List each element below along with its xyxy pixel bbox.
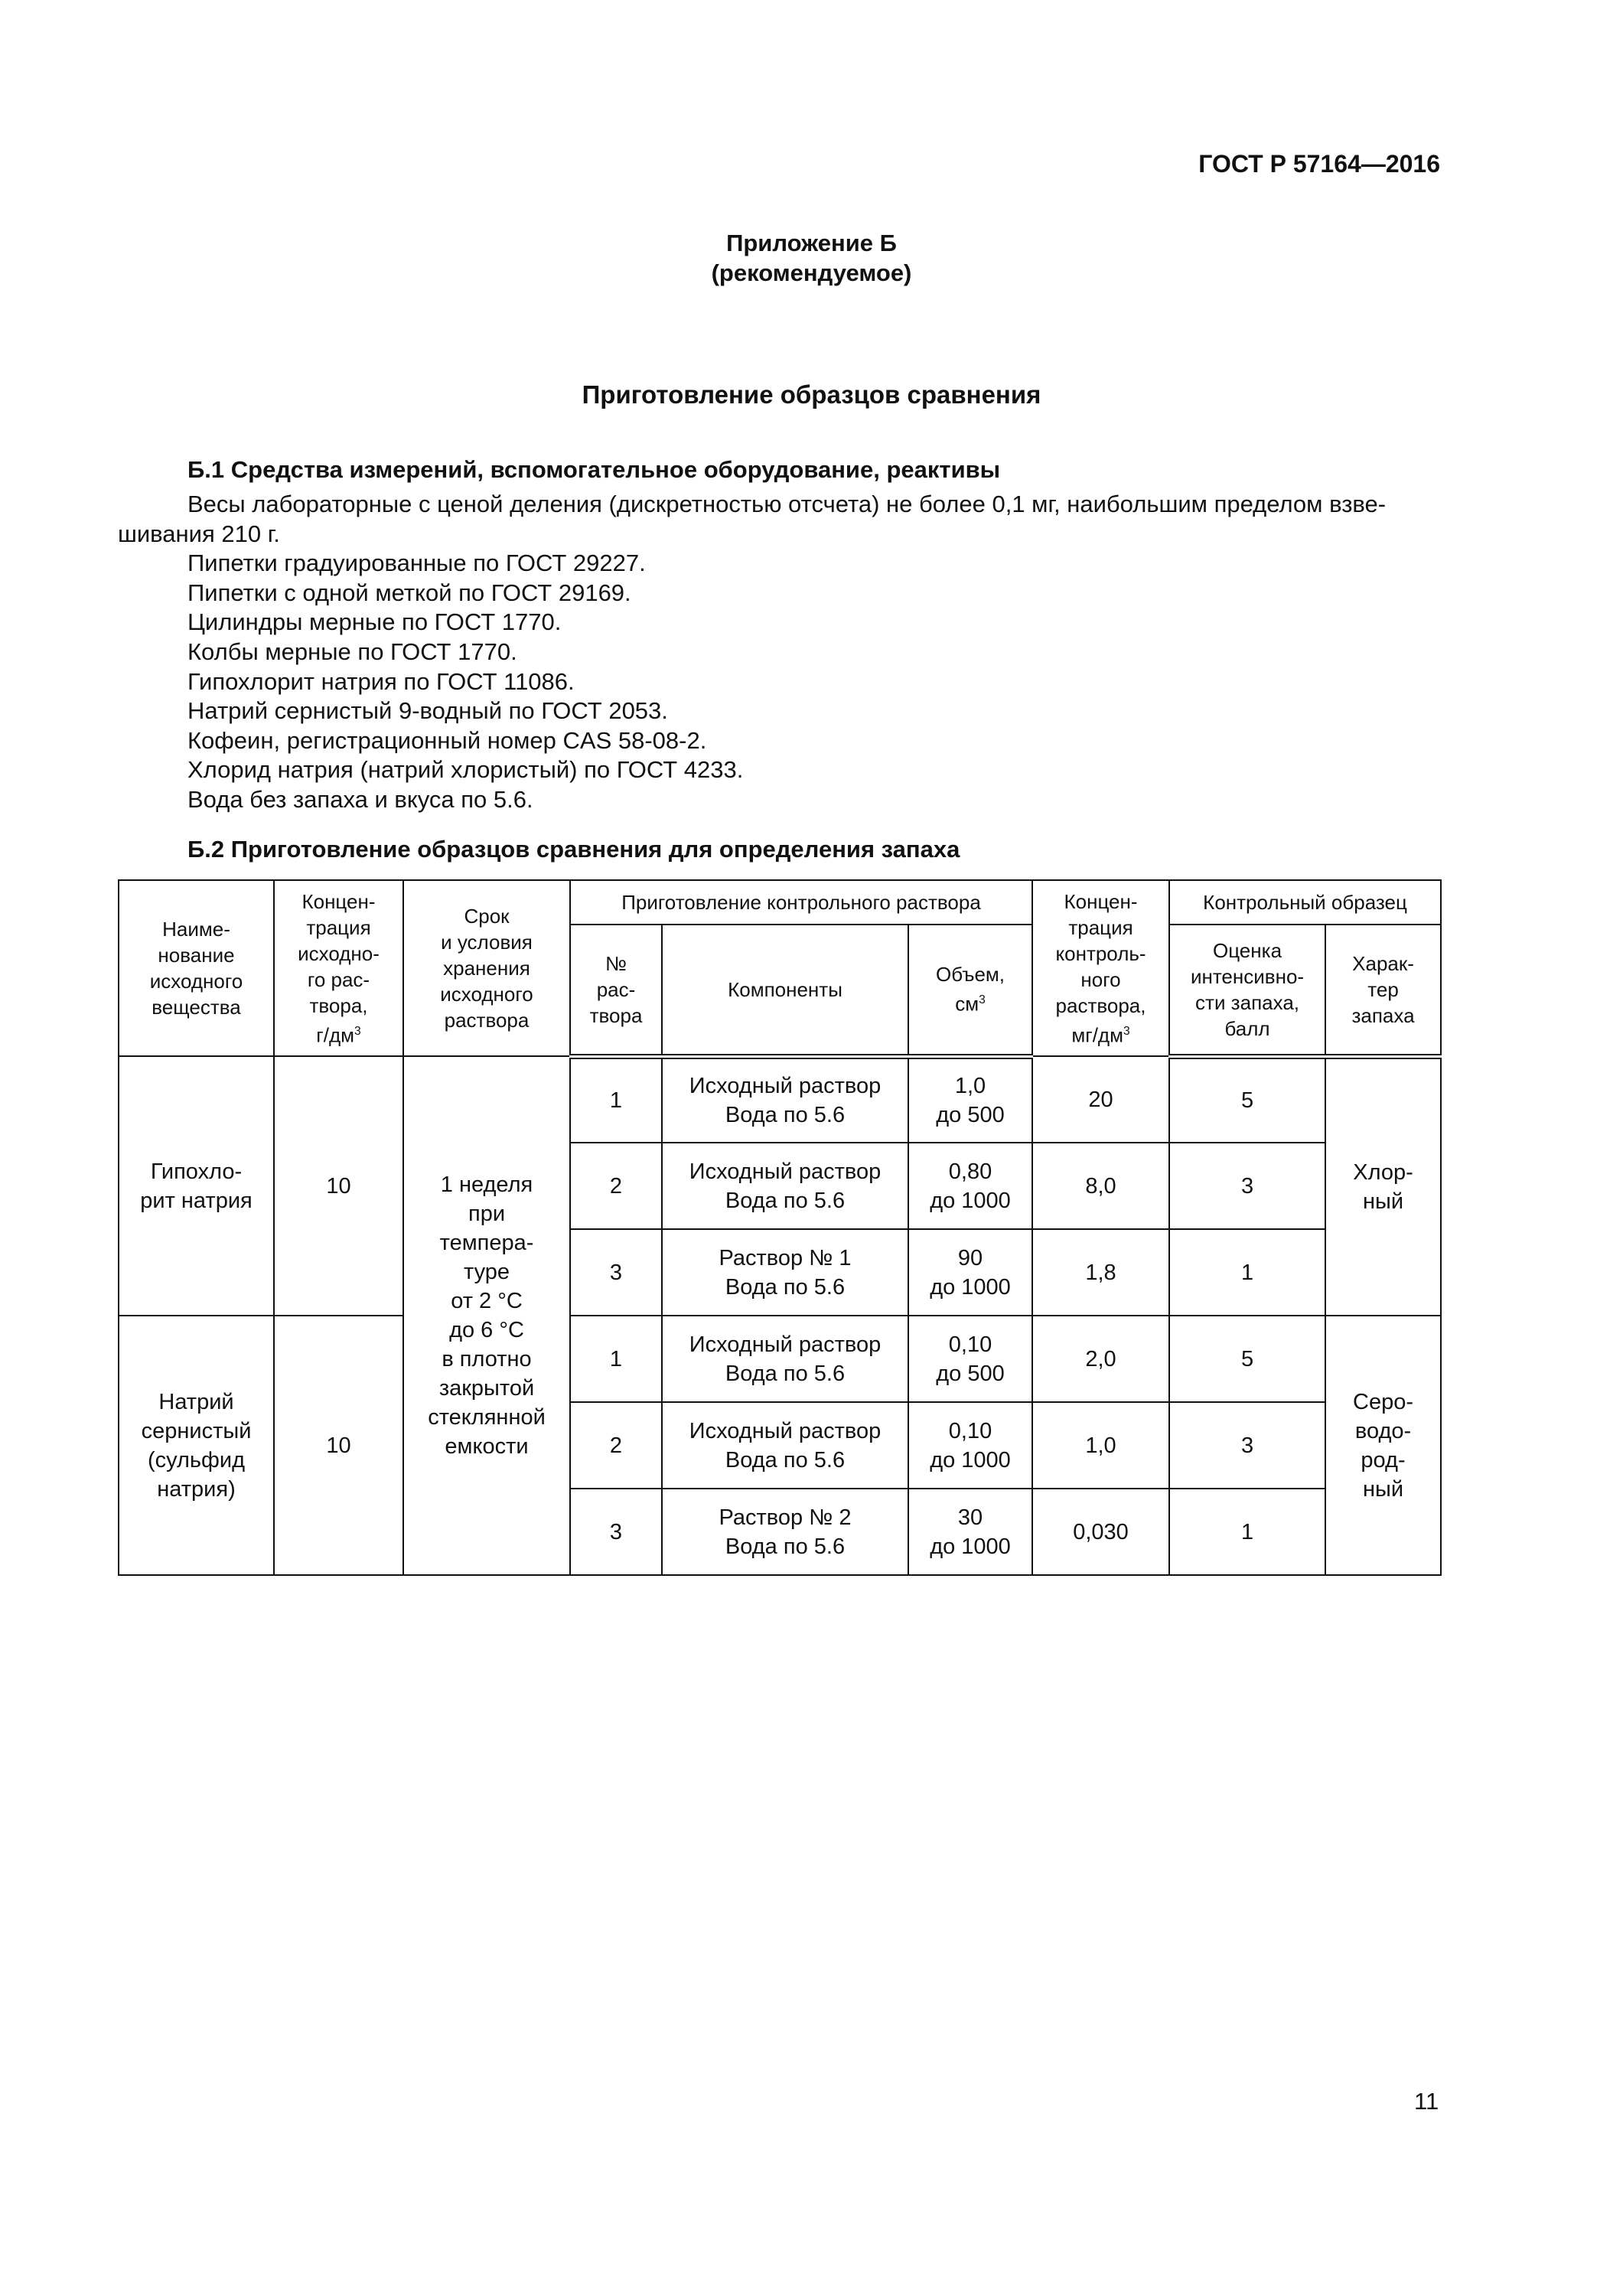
header-intensity: Оценка интенсивно- сти запаха, балл: [1169, 925, 1325, 1056]
body-line: Хлорид натрия (натрий хлористый) по ГОСТ 4233.: [187, 756, 744, 784]
header-components: Компоненты: [662, 925, 908, 1056]
storage-conditions: 1 неделя при темпера- туре от 2 °С до 6 °С в плотно закрытой стеклянной емкости: [403, 1056, 570, 1575]
odor-character: Хлор- ный: [1325, 1056, 1441, 1316]
header-solution-number: № рас- твора: [570, 925, 662, 1056]
control-concentration: 20: [1032, 1056, 1169, 1143]
odor-intensity-score: 3: [1169, 1402, 1325, 1489]
odor-intensity-score: 5: [1169, 1056, 1325, 1143]
body-line: Колбы мерные по ГОСТ 1770.: [187, 638, 517, 665]
solution-number: 3: [570, 1489, 662, 1575]
reference-samples-table: [118, 879, 1442, 1576]
header-control-concentration: Концен- трация контроль- ного раствора, $мг/дм^3$: [1032, 880, 1169, 1056]
components: Исходный раствор Вода по 5.6: [662, 1316, 908, 1402]
components: Раствор № 1 Вода по 5.6: [662, 1229, 908, 1316]
body-line: Натрий сернистый 9-водный по ГОСТ 2053.: [187, 697, 668, 725]
substance-name: Гипохло- рит натрия: [119, 1056, 274, 1316]
section-1-body: [118, 490, 1440, 815]
header-control-sample: Контрольный образец: [1169, 880, 1441, 925]
control-concentration: 1,8: [1032, 1229, 1169, 1316]
appendix-title: Приложение Б: [726, 230, 897, 256]
section-2-heading: Б.2 Приготовление образцов сравнения для определения запаха: [187, 836, 960, 863]
header-character: Харак- тер запаха: [1325, 925, 1441, 1056]
document-id: ГОСТ Р 57164—2016: [1198, 150, 1440, 178]
page-number: 11: [1414, 2088, 1439, 2115]
control-concentration: 1,0: [1032, 1402, 1169, 1489]
body-line: Гипохлорит натрия по ГОСТ 11086.: [187, 667, 575, 695]
header-source-concentration: Концен- трация исходно- го рас- твора, $г/дм^3$: [274, 880, 403, 1056]
odor-intensity-score: 1: [1169, 1229, 1325, 1316]
table-row: [119, 1316, 1441, 1402]
substance-name: Натрий сернистый (сульфид натрия): [119, 1316, 274, 1575]
solution-number: 3: [570, 1229, 662, 1316]
table-row: [119, 1056, 1441, 1143]
body-line: шивания 210 г.: [118, 520, 280, 547]
solution-number: 1: [570, 1316, 662, 1402]
header-storage: Срок и условия хранения исходного раствора: [403, 880, 570, 1056]
body-line: Кофеин, регистрационный номер CAS 58-08-2.: [187, 726, 707, 754]
solution-number: 2: [570, 1402, 662, 1489]
body-line: Весы лабораторные с ценой деления (дискретностью отсчета) не более 0,1 мг, наибольшим пределом взве-: [187, 491, 1387, 517]
appendix-kind: (рекомендуемое): [711, 259, 912, 286]
components: Исходный раствор Вода по 5.6: [662, 1056, 908, 1143]
header-preparation: Приготовление контрольного раствора: [570, 880, 1032, 925]
components: Исходный раствор Вода по 5.6: [662, 1402, 908, 1489]
components: Исходный раствор Вода по 5.6: [662, 1143, 908, 1229]
control-concentration: 8,0: [1032, 1143, 1169, 1229]
source-concentration: 10: [274, 1316, 403, 1575]
volume: 90 до 1000: [908, 1229, 1032, 1316]
page-title: Приготовление образцов сравнения: [582, 380, 1041, 409]
components: Раствор № 2 Вода по 5.6: [662, 1489, 908, 1575]
volume: 30 до 1000: [908, 1489, 1032, 1575]
body-line: Пипетки с одной меткой по ГОСТ 29169.: [187, 579, 631, 606]
section-1-heading: Б.1 Средства измерений, вспомогательное оборудование, реактивы: [187, 456, 1001, 483]
solution-number: 2: [570, 1143, 662, 1229]
odor-intensity-score: 5: [1169, 1316, 1325, 1402]
volume: 0,10 до 1000: [908, 1402, 1032, 1489]
body-line: Пипетки градуированные по ГОСТ 29227.: [187, 550, 646, 577]
source-concentration: 10: [274, 1056, 403, 1316]
body-line: Вода без запаха и вкуса по 5.6.: [187, 785, 533, 813]
odor-intensity-score: 3: [1169, 1143, 1325, 1229]
control-concentration: 0,030: [1032, 1489, 1169, 1575]
body-line: Цилиндры мерные по ГОСТ 1770.: [187, 608, 562, 636]
header-volume: Объем, $см^3$: [908, 925, 1032, 1056]
header-name: Наиме- нование исходного вещества: [119, 880, 274, 1056]
solution-number: 1: [570, 1056, 662, 1143]
odor-intensity-score: 1: [1169, 1489, 1325, 1575]
volume: 1,0 до 500: [908, 1056, 1032, 1143]
control-concentration: 2,0: [1032, 1316, 1169, 1402]
volume: 0,10 до 500: [908, 1316, 1032, 1402]
volume: 0,80 до 1000: [908, 1143, 1032, 1229]
odor-character: Серо- водо- род- ный: [1325, 1316, 1441, 1575]
